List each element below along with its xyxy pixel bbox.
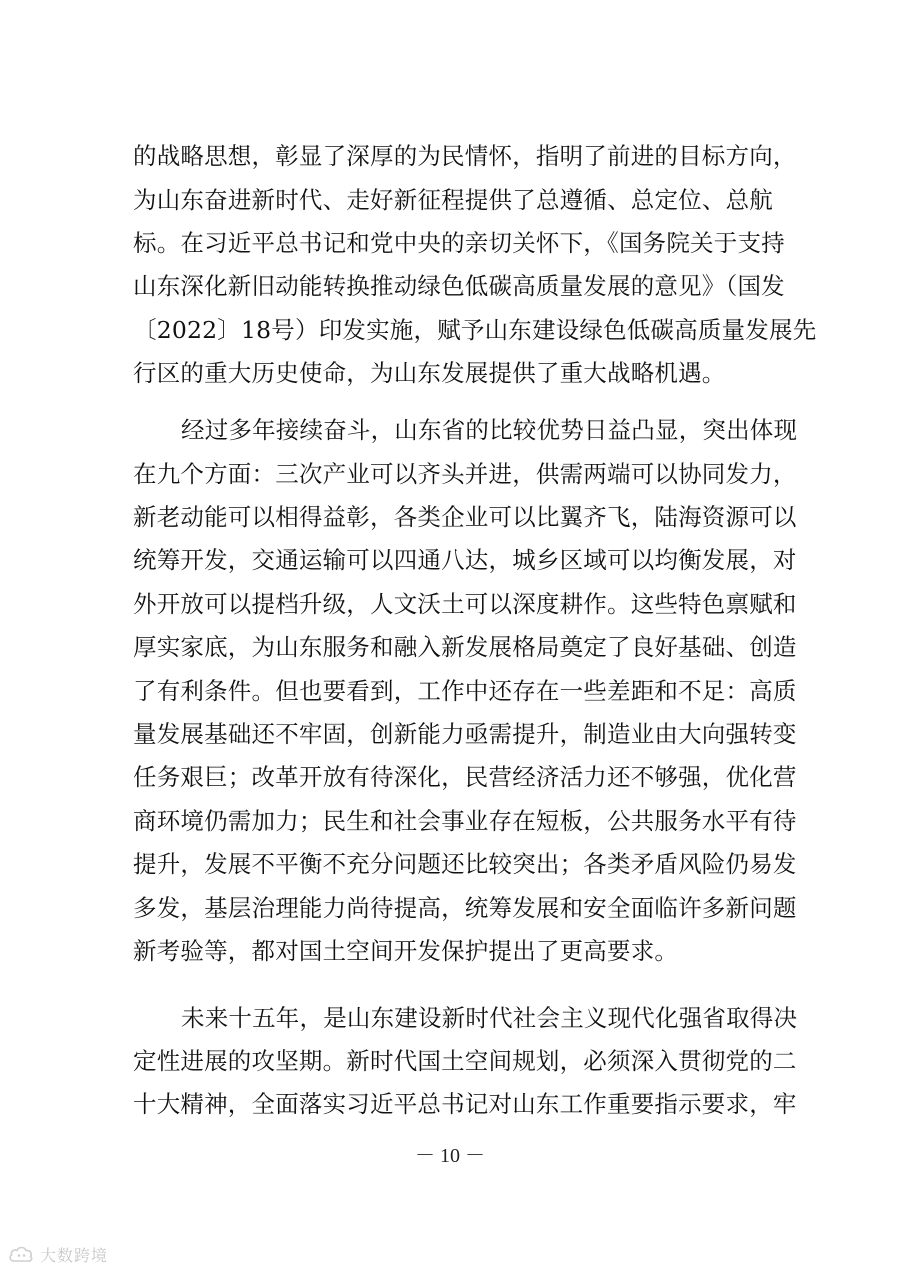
- text-line: 任务艰巨；改革开放有待深化，民营经济活力还不够强，优化营: [133, 763, 797, 791]
- text-line: 了有利条件。但也要看到，工作中还存在一些差距和不足：高质: [133, 677, 797, 705]
- text-line: 厚实家底，为山东服务和融入新发展格局奠定了良好基础、创造: [133, 633, 797, 661]
- text-line: 外开放可以提档升级，人文沃土可以深度耕作。这些特色禀赋和: [133, 590, 797, 618]
- text-line: 山东深化新旧动能转换推动绿色低碳高质量发展的意见》（国发: [133, 272, 785, 300]
- text-line: 的战略思想，彰显了深厚的为民情怀，指明了前进的目标方向，: [133, 142, 797, 170]
- paragraph-first-line: 未来十五年，是山东建设新时代社会主义现代化强省取得决: [181, 1004, 798, 1032]
- text-line: 新考验等，都对国土空间开发保护提出了更高要求。: [133, 937, 679, 965]
- text-line: 行区的重大历史使命，为山东发展提供了重大战略机遇。: [133, 359, 726, 387]
- text-line: 统筹开发，交通运输可以四通八达，城乡区域可以均衡发展，对: [133, 546, 797, 574]
- text-line: 在九个方面：三次产业可以齐头并进，供需两端可以协同发力，: [133, 460, 797, 488]
- text-line: 十大精神，全面落实习近平总书记对山东工作重要指示要求，牢: [133, 1090, 797, 1118]
- watermark: [8, 1240, 108, 1268]
- text-line: 新老动能可以相得益彰，各类企业可以比翼齐飞，陆海资源可以: [133, 503, 797, 531]
- text-line: 提升，发展不平衡不充分问题还比较突出；各类矛盾风险仍易发: [133, 850, 797, 878]
- text-line: 为山东奋进新时代、走好新征程提供了总遵循、总定位、总航: [133, 186, 773, 214]
- cloud-logo-icon: [8, 1243, 34, 1265]
- page-number: － 10 －: [415, 1145, 485, 1167]
- text-line: 定性进展的攻坚期。新时代国土空间规划，必须深入贯彻党的二: [133, 1047, 797, 1075]
- text-line: 〔2022〕18号）印发实施，赋予山东建设绿色低碳高质量发展先: [133, 316, 817, 344]
- text-line: 标。在习近平总书记和党中央的亲切关怀下，《国务院关于支持: [133, 229, 785, 257]
- paragraph-first-line: 经过多年接续奋斗，山东省的比较优势日益凸显，突出体现: [181, 416, 798, 444]
- text-line: 多发，基层治理能力尚待提高，统筹发展和安全面临许多新问题: [133, 894, 797, 922]
- text-line: 量发展基础还不牢固，创新能力亟需提升，制造业由大向强转变: [133, 720, 797, 748]
- text-line: 商环境仍需加力；民生和社会事业存在短板，公共服务水平有待: [133, 807, 797, 835]
- watermark-text: 大数跨境: [40, 1245, 109, 1265]
